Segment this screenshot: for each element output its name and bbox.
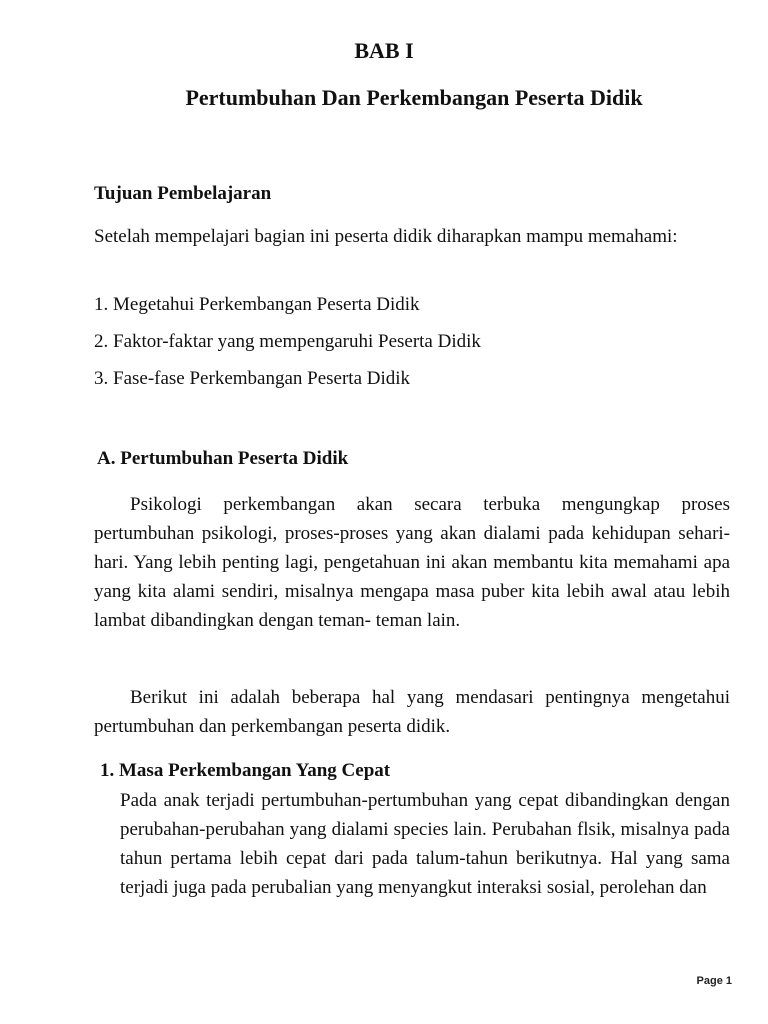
chapter-title: Pertumbuhan Dan Perkembangan Peserta Didik — [185, 85, 643, 110]
objectives-intro: Setelah mempelajari bagian ini peserta didik diharapkan mampu memahami: — [94, 226, 678, 247]
body-paragraph: Psikologi perkembangan akan secara terbuka mengungkap proses pertumbuhan psikologi, proses-proses yang akan dialami pada kehidupan sehari-hari. Yang lebih penting lagi, pengetahuan ini akan membantu kita memahami apa yang kita alami sendiri, misalnya mengapa masa puber kita lebih awal atau lebih lambat dibandingkan dengan teman- teman lain. — [94, 494, 730, 631]
objectives-heading: Tujuan Pembelajaran — [94, 183, 272, 204]
objective-item: 3. Fase-fase Perkembangan Peserta Didik — [94, 368, 411, 389]
section-a-heading: A. Pertumbuhan Peserta Didik — [97, 448, 349, 469]
subsection-paragraph: Pada anak terjadi pertumbuhan-pertumbuhan yang cepat dibandingkan dengan perubahan-perubahan yang dialami species lain. Perubahan flsik, misalnya pada tahun pertama lebih cepat dari pada talum-tahun berikutnya. Hal yang sama terjadi juga pada perubalian yang menyangkut interaksi sosial, perolehan dan — [120, 790, 730, 898]
chapter-heading: BAB I — [354, 38, 414, 63]
page-number: Page 1 — [696, 975, 732, 987]
objective-item: 2. Faktor-faktar yang mempengaruhi Peserta Didik — [94, 331, 481, 352]
objectives-list — [94, 292, 481, 403]
objective-item: 1. Megetahui Perkembangan Peserta Didik — [94, 294, 420, 315]
body-paragraph: Berikut ini adalah beberapa hal yang mendasari pentingnya mengetahui pertumbuhan dan perkembangan peserta didik. — [94, 687, 730, 737]
subsection-heading: 1. Masa Perkembangan Yang Cepat — [100, 760, 391, 781]
